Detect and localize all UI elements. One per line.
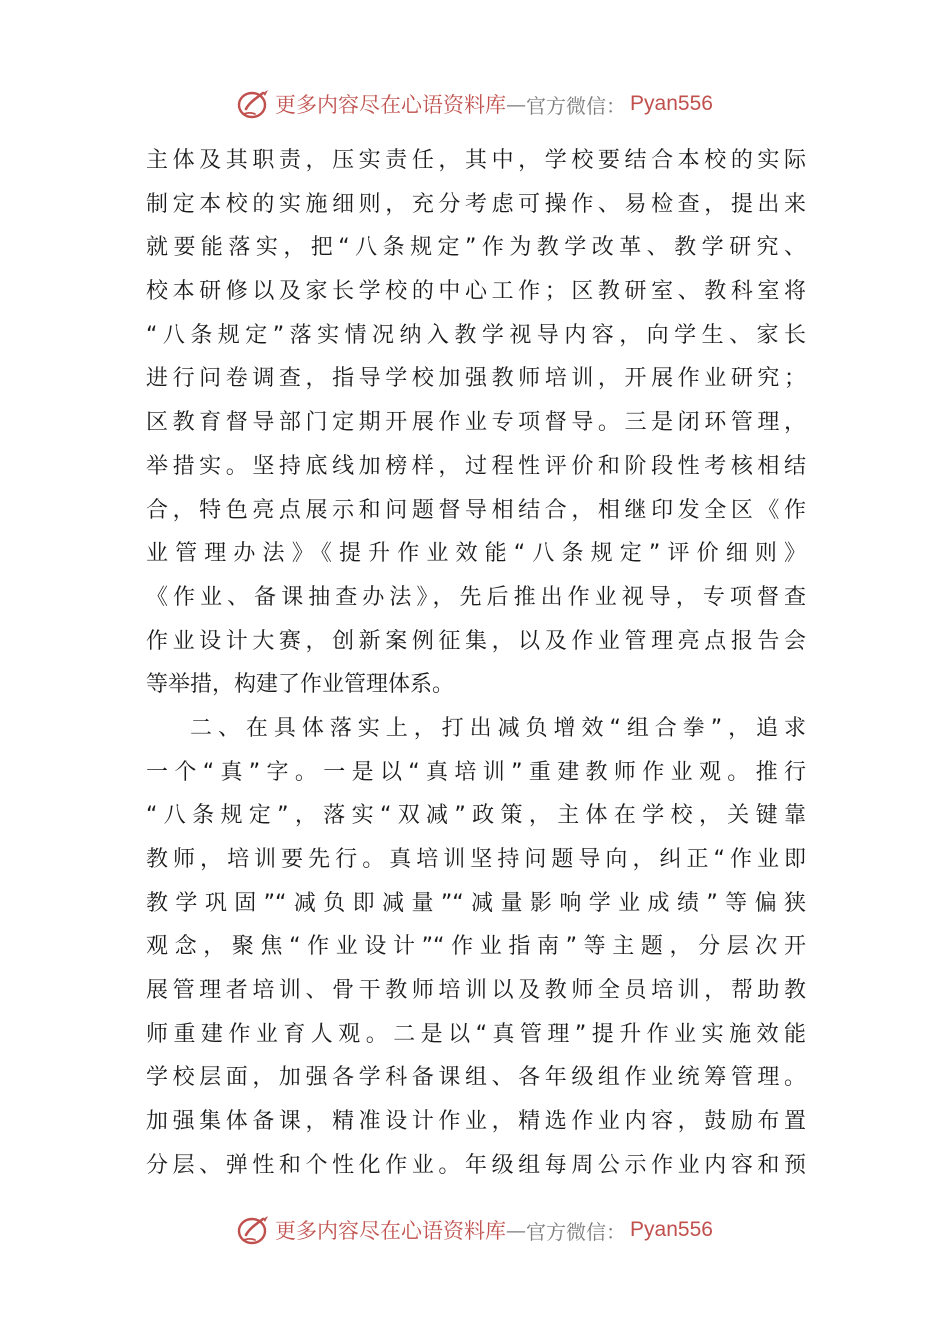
banner-site-text: 更多内容尽在心语资料库 (275, 1219, 507, 1243)
text-line: 一个“真”字。一是以“真培训”重建教师作业观。推行 (146, 759, 806, 785)
text-line: 加强集体备课，精准设计作业，精选作业内容，鼓励布置 (146, 1109, 806, 1135)
text-line: 校本研修以及家长学校的中心工作；区教研室、教科室将 (146, 279, 806, 305)
text-line: 展管理者培训、骨干教师培训以及教师全员培训，帮助教 (146, 978, 806, 1004)
text-line: 分层、弹性和个性化作业。年级组每周公示作业内容和预 (146, 1152, 806, 1178)
text-line: 区教育督导部门定期开展作业专项督导。三是闭环管理， (146, 410, 806, 436)
text-line: 师重建作业育人观。二是以“真管理”提升作业实施效能 (146, 1021, 806, 1047)
pen-logo-icon (237, 1213, 271, 1247)
document-body (146, 139, 806, 1188)
text-line: 合，特色亮点展示和问题督导相结合，相继印发全区《作 (146, 497, 806, 523)
banner-wechat-handle: Pyan556 (630, 92, 713, 115)
text-line: 业管理办法》《提升作业效能“八条规定”评价细则》 (146, 541, 806, 567)
text-line: “八条规定”，落实“双减”政策，主体在学校，关键靠 (146, 803, 806, 829)
header-banner (0, 84, 950, 124)
text-line: 主体及其职责，压实责任，其中，学校要结合本校的实际 (146, 148, 806, 173)
text-line: 等举措，构建了作业管理体系。 (146, 672, 455, 698)
banner-site-text: 更多内容尽在心语资料库 (275, 93, 507, 117)
text-line: 作业设计大赛，创新案例征集，以及作业管理亮点报告会 (146, 628, 806, 654)
text-line: 举措实。坚持底线加榜样，过程性评价和阶段性考核相结 (146, 453, 806, 479)
text-line: 教师，培训要先行。真培训坚持问题导向，纠正“作业即 (146, 847, 806, 872)
banner-wechat-handle: Pyan556 (630, 1218, 713, 1241)
text-line: 进行问卷调查，指导学校加强教师培训，开展作业研究； (146, 366, 806, 392)
footer-banner (0, 1210, 950, 1250)
banner-official-label: 官方微信： (526, 1219, 627, 1244)
banner-dash: — (506, 1218, 527, 1242)
text-line: “八条规定”落实情况纳入教学视导内容，向学生、家长 (146, 322, 806, 348)
paragraph-start-line: 二、在具体落实上，打出减负增效“组合拳”，追求 (190, 715, 806, 741)
text-line: 学校层面，加强各学科备课组、各年级组作业统筹管理。 (146, 1065, 806, 1091)
banner-official-label: 官方微信： (526, 93, 627, 118)
text-line: 《作业、备课抽查办法》，先后推出作业视导，专项督查 (146, 584, 806, 610)
text-line: 教学巩固”“减负即减量”“减量影响学业成绩”等偏狭 (146, 890, 806, 916)
pen-logo-icon (237, 87, 271, 121)
banner-dash: — (506, 92, 527, 116)
text-line: 就要能落实，把“八条规定”作为教学改革、教学研究、 (146, 235, 806, 261)
text-line: 制定本校的实施细则，充分考虑可操作、易检查，提出来 (146, 191, 806, 217)
text-line: 观念，聚焦“作业设计”“作业指南”等主题，分层次开 (146, 934, 806, 960)
